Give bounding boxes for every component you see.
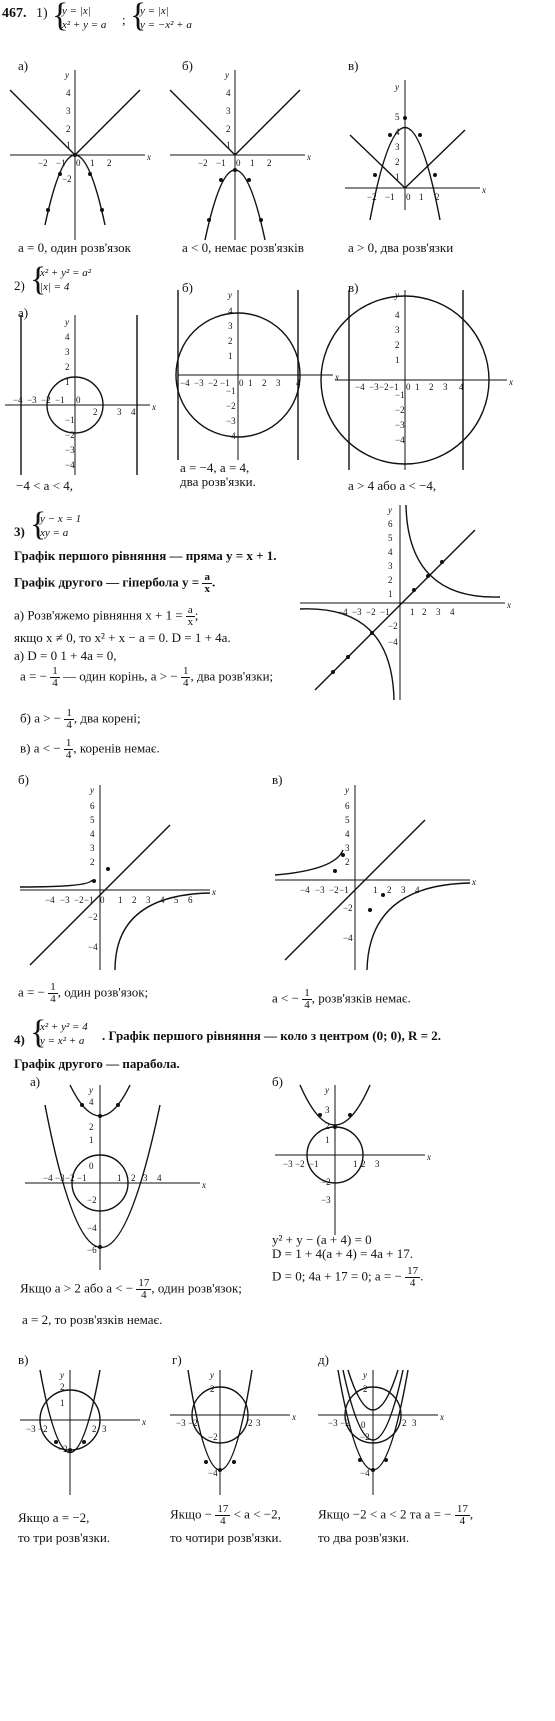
svg-text:6: 6 [90,801,95,811]
svg-text:y: y [89,1085,93,1095]
svg-text:2: 2 [395,340,400,350]
svg-text:2: 2 [345,857,350,867]
svg-text:3: 3 [102,1424,107,1434]
svg-text:2: 2 [93,407,98,417]
svg-text:y: y [395,290,399,300]
svg-text:1: 1 [419,192,424,202]
svg-text:x: x [212,887,216,897]
svg-text:2: 2 [435,192,440,202]
brace-icon: { [30,261,47,298]
svg-text:−1: −1 [389,382,399,392]
svg-text:4: 4 [226,88,231,98]
panel-letter: б) [182,58,193,73]
svg-text:x: x [142,1417,146,1427]
panel-letter: а) [30,1074,41,1089]
svg-text:3: 3 [65,347,70,357]
svg-text:5: 5 [174,895,179,905]
system-1b: y = |x| y = −x² + a [140,5,192,31]
text-line: a = − $\frac{1}{4}$ — один корінь, a > − $\frac{1}{4}$ , два розв'язки; [20,665,274,689]
svg-text:−3: −3 [55,1173,65,1183]
svg-text:2: 2 [325,1121,330,1131]
svg-text:−2: −2 [343,903,353,913]
svg-text:4: 4 [395,127,400,137]
svg-text:1: 1 [410,607,415,617]
svg-text:4: 4 [450,607,455,617]
svg-text:−1: −1 [226,386,236,396]
svg-text:3: 3 [228,321,233,331]
svg-text:x: x [147,152,151,162]
caption-4g-2: то чотири розв'язки. [170,1530,282,1545]
caption-2a: −4 < a < 4, [16,478,74,493]
svg-text:x: x [482,185,486,195]
svg-text:0: 0 [236,158,241,168]
svg-text:y: y [225,70,229,80]
svg-text:−3: −3 [352,607,362,617]
svg-text:6: 6 [188,895,193,905]
svg-text:3: 3 [401,885,406,895]
panel-letter: б) [272,1074,283,1089]
svg-text:4: 4 [296,378,301,388]
svg-text:1: 1 [250,158,255,168]
graph-4a [25,1085,215,1270]
panel-letter: а) [18,305,29,320]
svg-text:−1: −1 [216,158,226,168]
svg-text:−2: −2 [87,1195,97,1205]
svg-text:−2: −2 [388,621,398,631]
svg-text:−3: −3 [283,1159,293,1169]
part3-label: 3) [14,524,25,539]
caption-4v-2: то три розв'язки. [18,1530,111,1545]
svg-text:3: 3 [443,382,448,392]
svg-text:−2: −2 [74,895,84,905]
svg-text:2: 2 [226,124,231,134]
svg-text:−1: −1 [395,390,405,400]
graph-1v [345,80,495,230]
caption-3v: a < − $\frac{1}{4}$ , розв'язків немає. [272,987,411,1011]
svg-text:−4: −4 [208,1468,218,1478]
svg-text:1: 1 [66,140,71,150]
svg-text:0: 0 [76,395,81,405]
graph-1a [10,70,160,240]
svg-text:4: 4 [131,407,136,417]
svg-text:1: 1 [325,1135,330,1145]
svg-text:2: 2 [248,1418,253,1428]
svg-text:−2: −2 [58,1444,68,1454]
svg-text:4: 4 [65,332,70,342]
svg-text:4: 4 [388,547,393,557]
svg-text:x: x [202,1180,206,1190]
svg-text:−4: −4 [13,395,23,405]
part2-label: 2) [14,278,25,293]
svg-text:y: y [345,785,349,795]
svg-text:y: y [388,505,392,515]
svg-text:1: 1 [118,895,123,905]
svg-text:3: 3 [388,561,393,571]
svg-text:−2: −2 [321,1177,331,1187]
svg-text:1: 1 [60,1398,65,1408]
svg-text:x: x [472,877,476,887]
svg-text:3: 3 [146,895,151,905]
caption-4a-2: a = 2, то розв'язків немає. [22,1312,163,1327]
svg-text:−4: −4 [343,933,353,943]
svg-text:3: 3 [436,607,441,617]
svg-text:−6: −6 [87,1245,97,1255]
svg-text:2: 2 [228,336,233,346]
panel-letter: б) [182,280,193,295]
svg-text:−3: −3 [60,895,70,905]
svg-text:5: 5 [395,112,400,122]
svg-text:2: 2 [361,1159,366,1169]
caption-4b-2: D = 1 + 4(a + 4) = 4a + 17. [272,1246,413,1261]
svg-text:1: 1 [117,1173,122,1183]
svg-text:−3: −3 [176,1418,186,1428]
panel-letter: а) [18,58,29,73]
svg-text:3: 3 [66,106,71,116]
svg-text:−2: −2 [38,1424,48,1434]
svg-text:2: 2 [363,1384,368,1394]
svg-text:−4: −4 [45,895,55,905]
svg-text:−3: −3 [369,382,379,392]
svg-text:y: y [395,82,399,92]
problem-number: 467. [2,6,27,21]
svg-text:y: y [363,1370,367,1380]
svg-text:−3: −3 [26,1424,36,1434]
svg-text:y: y [228,290,232,300]
svg-text:4: 4 [459,382,464,392]
svg-text:3: 3 [412,1418,417,1428]
svg-text:1: 1 [415,382,420,392]
svg-text:3: 3 [395,142,400,152]
caption-4d-1: Якщо −2 < a < 2 та a = − $\frac{17}{4}$ , [318,1503,474,1527]
caption-2b-2: два розв'язки. [180,474,256,489]
svg-text:−4: −4 [300,885,310,895]
brace-icon: { [130,0,147,34]
svg-text:−1: −1 [77,1173,87,1183]
graph-3a [300,505,515,700]
graph-2v [335,290,520,470]
part1-label: 1) [36,6,48,21]
svg-text:x: x [335,372,339,382]
svg-text:−2: −2 [366,607,376,617]
svg-text:−4: −4 [226,431,236,441]
svg-text:3: 3 [143,1173,148,1183]
svg-text:2: 2 [60,1382,65,1392]
svg-text:1: 1 [228,351,233,361]
svg-text:−2: −2 [198,158,208,168]
panel-letter: б) [18,772,29,787]
svg-text:−2: −2 [295,1159,305,1169]
svg-text:3: 3 [395,325,400,335]
panel-letter: д) [318,1352,329,1367]
svg-text:2: 2 [132,895,137,905]
panel-letter: в) [18,1352,29,1367]
svg-text:1: 1 [226,140,231,150]
svg-text:−1: −1 [339,885,349,895]
caption-2b: a = −4, a = 4, [180,460,250,475]
graph-4g [170,1370,305,1495]
svg-text:4: 4 [66,88,71,98]
svg-text:−2: −2 [38,158,48,168]
brace-icon: { [30,506,47,543]
text-line: . Графік першого рівняння — коло з центром (0; 0), R = 2. [102,1028,442,1043]
svg-text:1: 1 [373,885,378,895]
svg-text:−4: −4 [388,637,398,647]
svg-text:2: 2 [90,857,95,867]
svg-text:2: 2 [429,382,434,392]
svg-text:−2: −2 [360,1432,370,1442]
graph-4d [318,1370,453,1495]
svg-text:−4: −4 [355,382,365,392]
svg-text:−1: −1 [309,1159,319,1169]
system-1a: y = |x| x² + y = a [62,5,107,31]
graph-2a [5,315,165,475]
svg-text:3: 3 [276,378,281,388]
svg-text:−2: −2 [340,1418,350,1428]
svg-text:4: 4 [228,306,233,316]
svg-text:2: 2 [66,124,71,134]
panel-letter: в) [348,280,359,295]
svg-text:2: 2 [402,1418,407,1428]
svg-text:−2: −2 [208,1432,218,1442]
svg-text:−2: −2 [65,1173,75,1183]
panel-letter: в) [272,772,283,787]
svg-text:3: 3 [375,1159,380,1169]
svg-text:y: y [65,317,69,327]
svg-text:−4: −4 [180,378,190,388]
svg-text:2: 2 [92,1424,97,1434]
svg-text:1: 1 [353,1159,358,1169]
separator: ; [122,12,126,27]
svg-text:−2: −2 [379,382,389,392]
graph-2b [178,290,348,460]
svg-text:2: 2 [388,575,393,585]
svg-text:0: 0 [406,382,411,392]
system-3: y − x = 1 xy = a [40,513,82,539]
svg-text:−2: −2 [188,1418,198,1428]
caption-4b-1: y² + y − (a + 4) = 0 [272,1232,372,1247]
part4-label: 4) [14,1032,25,1047]
system-4: x² + y² = 4 y = x² + a [40,1021,88,1047]
svg-text:y: y [325,1085,329,1095]
svg-text:0: 0 [239,378,244,388]
svg-text:2: 2 [210,1384,215,1394]
svg-text:−2: −2 [226,401,236,411]
caption-4b-3: D = 0; 4a + 17 = 0; a = − $\frac{17}{4}$ . [272,1265,424,1289]
text-line: Графік другого — парабола. [14,1056,180,1071]
brace-icon: { [52,0,69,34]
svg-text:6: 6 [345,801,350,811]
caption-4d-2: то два розв'язки. [318,1530,410,1545]
svg-text:−4: −4 [395,435,405,445]
caption-4v-1: Якщо a = −2, [18,1510,90,1525]
svg-text:−1: −1 [65,415,75,425]
svg-text:−1: −1 [56,158,66,168]
svg-text:−3: −3 [226,416,236,426]
svg-text:2: 2 [131,1173,136,1183]
svg-text:1: 1 [89,1135,94,1145]
svg-text:−3: −3 [321,1195,331,1205]
svg-text:3: 3 [345,843,350,853]
graph-3b [20,785,225,970]
svg-text:−4: −4 [43,1173,53,1183]
svg-text:−1: −1 [380,607,390,617]
svg-text:4: 4 [90,829,95,839]
svg-text:y: y [60,1370,64,1380]
svg-text:2: 2 [262,378,267,388]
svg-text:3: 3 [226,106,231,116]
svg-text:2: 2 [395,157,400,167]
svg-text:5: 5 [90,815,95,825]
svg-text:0: 0 [89,1161,94,1171]
svg-text:2: 2 [65,362,70,372]
system-2: x² + y² = a² |x| = 4 [40,267,92,293]
svg-text:−4: −4 [88,942,98,952]
svg-text:−1: −1 [220,378,230,388]
svg-text:−3: −3 [315,885,325,895]
panel-letter: г) [172,1352,182,1367]
svg-text:−4: −4 [360,1468,370,1478]
svg-text:−3: −3 [27,395,37,405]
text-line: якщо x ≠ 0, то x² + x − a = 0. D = 1 + 4a. [14,630,231,645]
svg-text:x: x [440,1412,444,1422]
svg-text:5: 5 [345,815,350,825]
svg-text:−2: −2 [367,192,377,202]
svg-text:6: 6 [388,519,393,529]
svg-text:2: 2 [387,885,392,895]
caption-4g-1: Якщо − $\frac{17}{4}$ < a < −2, [170,1503,281,1527]
svg-text:−2: −2 [329,885,339,895]
svg-text:4: 4 [345,829,350,839]
graph-4v [20,1370,155,1495]
caption-1v: a > 0, два розв'язки [348,240,454,255]
svg-text:2: 2 [107,158,112,168]
svg-text:0: 0 [100,895,105,905]
text-line: б) a > − $\frac{1}{4}$ , два корені; [20,707,141,731]
caption-1b: a < 0, немає розв'язків [182,240,304,255]
svg-text:−3: −3 [65,445,75,455]
svg-text:−4: −4 [87,1223,97,1233]
svg-text:1: 1 [248,378,253,388]
svg-text:4: 4 [89,1097,94,1107]
svg-text:−3: −3 [395,420,405,430]
svg-text:1: 1 [65,377,70,387]
graph-4b [275,1085,440,1235]
caption-3b: a = − $\frac{1}{4}$ , один розв'язок; [18,981,149,1005]
caption-4a: Якщо a > 2 або a < − $\frac{17}{4}$ , один розв'язок; [20,1277,242,1301]
svg-text:4: 4 [395,310,400,320]
panel-letter: в) [348,58,359,73]
svg-text:5: 5 [388,533,393,543]
svg-text:1: 1 [388,589,393,599]
svg-text:3: 3 [117,407,122,417]
svg-text:x: x [307,152,311,162]
svg-text:x: x [507,600,511,610]
svg-text:−1: −1 [385,192,395,202]
svg-text:x: x [509,377,513,387]
svg-text:4: 4 [415,885,420,895]
svg-text:y: y [210,1370,214,1380]
svg-text:−2: −2 [88,912,98,922]
svg-text:1: 1 [395,355,400,365]
graph-3v [275,785,485,970]
svg-text:4: 4 [160,895,165,905]
svg-text:−3: −3 [328,1418,338,1428]
svg-text:3: 3 [325,1105,330,1115]
svg-text:−2: −2 [395,405,405,415]
svg-text:0: 0 [76,158,81,168]
svg-text:2: 2 [422,607,427,617]
svg-text:x: x [292,1412,296,1422]
svg-text:−2: −2 [62,174,72,184]
svg-text:1: 1 [90,158,95,168]
svg-text:0: 0 [361,1420,366,1430]
svg-text:4: 4 [157,1173,162,1183]
svg-text:x: x [427,1152,431,1162]
svg-text:−1: −1 [84,895,94,905]
svg-text:x: x [152,402,156,412]
text-line: Графік другого — гіпербола y = $\frac{a}{x}$ . [14,571,216,595]
text-line: Графік першого рівняння — пряма y = x + 1. [14,548,277,563]
brace-icon: { [30,1014,47,1051]
svg-text:2: 2 [89,1122,94,1132]
svg-text:3: 3 [90,843,95,853]
svg-text:−1: −1 [55,395,65,405]
svg-text:y: y [65,70,69,80]
caption-2v: a > 4 або a < −4, [348,478,437,493]
svg-text:1: 1 [395,172,400,182]
svg-text:0: 0 [406,192,411,202]
text-line: а) D = 0 1 + 4a = 0, [14,648,117,663]
svg-text:−4: −4 [338,607,348,617]
caption-1a: a = 0, один розв'язок [18,240,131,255]
svg-text:3: 3 [256,1418,261,1428]
text-line: а) Розв'яжемо рівняння x + 1 = $\frac{a}{x}$ ; [14,604,199,628]
svg-text:2: 2 [267,158,272,168]
svg-text:−2: −2 [208,378,218,388]
svg-text:−3: −3 [194,378,204,388]
svg-text:−4: −4 [65,460,75,470]
svg-text:−2: −2 [41,395,51,405]
svg-text:y: y [90,785,94,795]
svg-text:−2: −2 [65,430,75,440]
text-line: в) a < − $\frac{1}{4}$ , коренів немає. [20,737,160,761]
graph-1b [170,70,320,240]
